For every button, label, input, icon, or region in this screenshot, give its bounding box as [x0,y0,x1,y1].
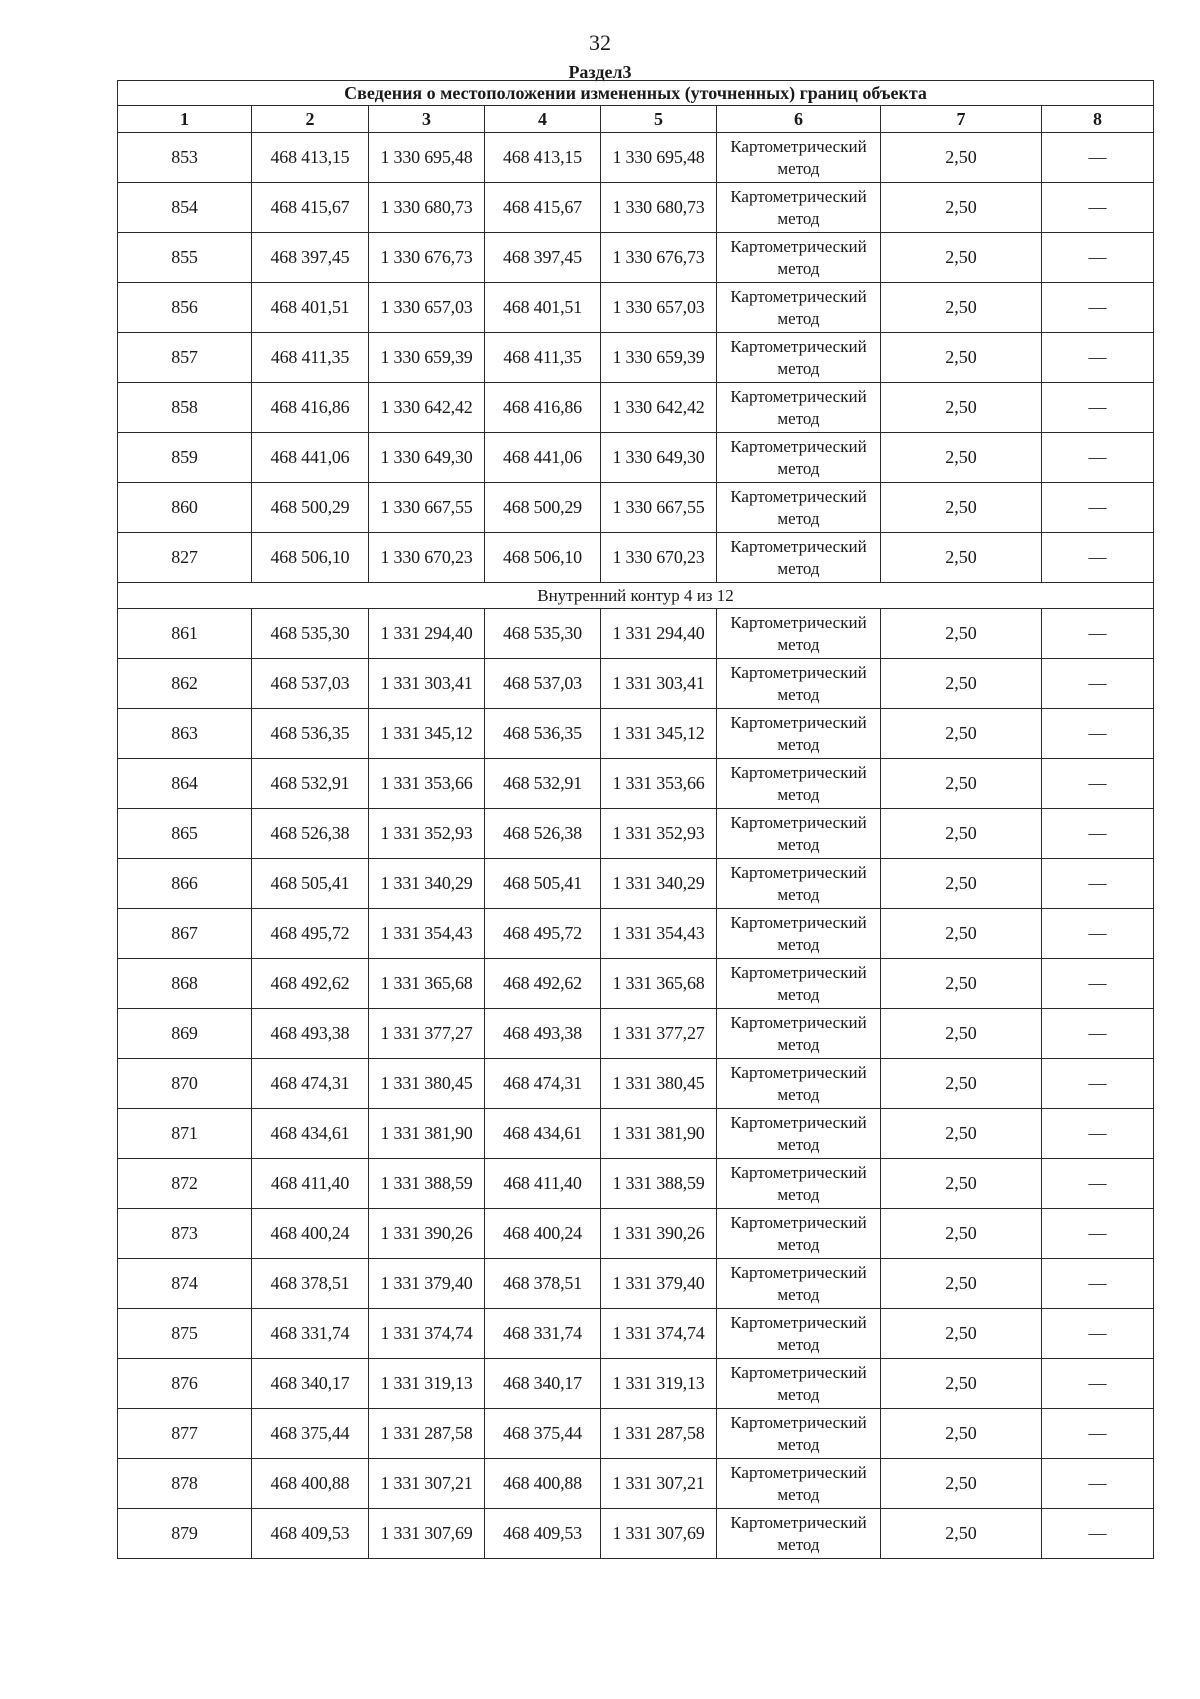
precision-cell: 2,50 [881,183,1042,233]
table-row [118,609,1154,659]
x-coordinate-cell: 468 500,29 [252,483,369,533]
dash-cell: — [1042,433,1154,483]
point-number-cell: 879 [118,1509,252,1559]
x-coordinate-cell: 468 492,62 [485,959,601,1009]
y-coordinate-cell: 1 330 657,03 [369,283,485,333]
method-cell: Картометрический метод [717,533,881,583]
x-coordinate-cell: 468 411,40 [485,1159,601,1209]
precision-cell: 2,50 [881,1459,1042,1509]
precision-cell: 2,50 [881,283,1042,333]
x-coordinate-cell: 468 397,45 [485,233,601,283]
contour-label: Внутренний контур 4 из 12 [118,583,1154,609]
x-coordinate-cell: 468 506,10 [485,533,601,583]
x-coordinate-cell: 468 400,24 [485,1209,601,1259]
y-coordinate-cell: 1 330 657,03 [601,283,717,333]
y-coordinate-cell: 1 331 380,45 [601,1059,717,1109]
y-coordinate-cell: 1 331 388,59 [369,1159,485,1209]
y-coordinate-cell: 1 330 667,55 [601,483,717,533]
dash-cell: — [1042,1009,1154,1059]
method-cell: Картометрический метод [717,659,881,709]
y-coordinate-cell: 1 331 307,69 [601,1509,717,1559]
y-coordinate-cell: 1 331 381,90 [369,1109,485,1159]
x-coordinate-cell: 468 536,35 [485,709,601,759]
x-coordinate-cell: 468 505,41 [485,859,601,909]
x-coordinate-cell: 468 537,03 [485,659,601,709]
point-number-cell: 872 [118,1159,252,1209]
y-coordinate-cell: 1 330 676,73 [601,233,717,283]
y-coordinate-cell: 1 331 345,12 [369,709,485,759]
x-coordinate-cell: 468 415,67 [252,183,369,233]
coordinates-table [117,80,1154,1559]
column-header: 5 [601,106,717,133]
table-row [118,859,1154,909]
point-number-cell: 867 [118,909,252,959]
dash-cell: — [1042,383,1154,433]
table-row [118,1159,1154,1209]
column-header: 4 [485,106,601,133]
y-coordinate-cell: 1 331 374,74 [369,1309,485,1359]
precision-cell: 2,50 [881,1309,1042,1359]
y-coordinate-cell: 1 331 354,43 [369,909,485,959]
precision-cell: 2,50 [881,809,1042,859]
method-cell: Картометрический метод [717,959,881,1009]
point-number-cell: 874 [118,1259,252,1309]
precision-cell: 2,50 [881,959,1042,1009]
y-coordinate-cell: 1 331 294,40 [369,609,485,659]
y-coordinate-cell: 1 331 319,13 [601,1359,717,1409]
y-coordinate-cell: 1 330 695,48 [601,133,717,183]
precision-cell: 2,50 [881,333,1042,383]
dash-cell: — [1042,1359,1154,1409]
dash-cell: — [1042,1109,1154,1159]
dash-cell: — [1042,333,1154,383]
y-coordinate-cell: 1 330 642,42 [601,383,717,433]
x-coordinate-cell: 468 537,03 [252,659,369,709]
x-coordinate-cell: 468 413,15 [485,133,601,183]
method-cell: Картометрический метод [717,183,881,233]
point-number-cell: 854 [118,183,252,233]
precision-cell: 2,50 [881,433,1042,483]
point-number-cell: 861 [118,609,252,659]
x-coordinate-cell: 468 409,53 [485,1509,601,1559]
x-coordinate-cell: 468 401,51 [252,283,369,333]
table-row [118,1009,1154,1059]
table-row [118,383,1154,433]
y-coordinate-cell: 1 330 649,30 [601,433,717,483]
y-coordinate-cell: 1 330 667,55 [369,483,485,533]
point-number-cell: 878 [118,1459,252,1509]
y-coordinate-cell: 1 330 659,39 [369,333,485,383]
dash-cell: — [1042,183,1154,233]
x-coordinate-cell: 468 474,31 [252,1059,369,1109]
y-coordinate-cell: 1 331 381,90 [601,1109,717,1159]
x-coordinate-cell: 468 474,31 [485,1059,601,1109]
column-header: 7 [881,106,1042,133]
y-coordinate-cell: 1 331 352,93 [601,809,717,859]
method-cell: Картометрический метод [717,759,881,809]
precision-cell: 2,50 [881,1059,1042,1109]
x-coordinate-cell: 468 331,74 [485,1309,601,1359]
point-number-cell: 862 [118,659,252,709]
table-row [118,183,1154,233]
x-coordinate-cell: 468 536,35 [252,709,369,759]
table-row [118,233,1154,283]
y-coordinate-cell: 1 331 307,21 [601,1459,717,1509]
y-coordinate-cell: 1 331 377,27 [369,1009,485,1059]
column-header-row [118,106,1154,133]
table-row [118,759,1154,809]
precision-cell: 2,50 [881,483,1042,533]
y-coordinate-cell: 1 331 380,45 [369,1059,485,1109]
table-row [118,909,1154,959]
point-number-cell: 865 [118,809,252,859]
table-row [118,433,1154,483]
point-number-cell: 871 [118,1109,252,1159]
precision-cell: 2,50 [881,759,1042,809]
table-row [118,333,1154,383]
method-cell: Картометрический метод [717,809,881,859]
x-coordinate-cell: 468 331,74 [252,1309,369,1359]
precision-cell: 2,50 [881,1259,1042,1309]
x-coordinate-cell: 468 416,86 [485,383,601,433]
x-coordinate-cell: 468 526,38 [252,809,369,859]
dash-cell: — [1042,609,1154,659]
dash-cell: — [1042,1259,1154,1309]
method-cell: Картометрический метод [717,1159,881,1209]
method-cell: Картометрический метод [717,383,881,433]
point-number-cell: 856 [118,283,252,333]
point-number-cell: 827 [118,533,252,583]
precision-cell: 2,50 [881,859,1042,909]
x-coordinate-cell: 468 505,41 [252,859,369,909]
dash-cell: — [1042,959,1154,1009]
method-cell: Картометрический метод [717,1359,881,1409]
method-cell: Картометрический метод [717,1209,881,1259]
method-cell: Картометрический метод [717,133,881,183]
x-coordinate-cell: 468 535,30 [485,609,601,659]
dash-cell: — [1042,1059,1154,1109]
dash-cell: — [1042,709,1154,759]
x-coordinate-cell: 468 493,38 [485,1009,601,1059]
y-coordinate-cell: 1 331 390,26 [369,1209,485,1259]
x-coordinate-cell: 468 441,06 [485,433,601,483]
method-cell: Картометрический метод [717,233,881,283]
y-coordinate-cell: 1 330 659,39 [601,333,717,383]
y-coordinate-cell: 1 331 294,40 [601,609,717,659]
dash-cell: — [1042,233,1154,283]
y-coordinate-cell: 1 331 353,66 [369,759,485,809]
table-row [118,1209,1154,1259]
precision-cell: 2,50 [881,1359,1042,1409]
precision-cell: 2,50 [881,909,1042,959]
x-coordinate-cell: 468 411,40 [252,1159,369,1209]
point-number-cell: 858 [118,383,252,433]
x-coordinate-cell: 468 500,29 [485,483,601,533]
table-row [118,483,1154,533]
point-number-cell: 855 [118,233,252,283]
y-coordinate-cell: 1 331 303,41 [369,659,485,709]
table-row [118,533,1154,583]
y-coordinate-cell: 1 330 649,30 [369,433,485,483]
table-row [118,1309,1154,1359]
y-coordinate-cell: 1 330 642,42 [369,383,485,433]
method-cell: Картометрический метод [717,433,881,483]
y-coordinate-cell: 1 331 388,59 [601,1159,717,1209]
point-number-cell: 853 [118,133,252,183]
x-coordinate-cell: 468 493,38 [252,1009,369,1059]
table-row [118,1409,1154,1459]
table-row [118,959,1154,1009]
precision-cell: 2,50 [881,1209,1042,1259]
precision-cell: 2,50 [881,133,1042,183]
table-row [118,659,1154,709]
x-coordinate-cell: 468 492,62 [252,959,369,1009]
point-number-cell: 863 [118,709,252,759]
table-row [118,809,1154,859]
point-number-cell: 860 [118,483,252,533]
x-coordinate-cell: 468 434,61 [485,1109,601,1159]
x-coordinate-cell: 468 434,61 [252,1109,369,1159]
table-row [118,1509,1154,1559]
column-header: 6 [717,106,881,133]
dash-cell: — [1042,483,1154,533]
table-row [118,1459,1154,1509]
y-coordinate-cell: 1 331 354,43 [601,909,717,959]
x-coordinate-cell: 468 415,67 [485,183,601,233]
point-number-cell: 876 [118,1359,252,1409]
dash-cell: — [1042,809,1154,859]
method-cell: Картометрический метод [717,1109,881,1159]
x-coordinate-cell: 468 526,38 [485,809,601,859]
dash-cell: — [1042,1509,1154,1559]
column-header: 3 [369,106,485,133]
precision-cell: 2,50 [881,659,1042,709]
table-row [118,1359,1154,1409]
dash-cell: — [1042,1159,1154,1209]
precision-cell: 2,50 [881,1009,1042,1059]
x-coordinate-cell: 468 400,24 [252,1209,369,1259]
point-number-cell: 857 [118,333,252,383]
x-coordinate-cell: 468 495,72 [485,909,601,959]
x-coordinate-cell: 468 532,91 [485,759,601,809]
x-coordinate-cell: 468 397,45 [252,233,369,283]
y-coordinate-cell: 1 331 365,68 [369,959,485,1009]
dash-cell: — [1042,283,1154,333]
x-coordinate-cell: 468 413,15 [252,133,369,183]
method-cell: Картометрический метод [717,483,881,533]
method-cell: Картометрический метод [717,1509,881,1559]
y-coordinate-cell: 1 330 676,73 [369,233,485,283]
y-coordinate-cell: 1 331 353,66 [601,759,717,809]
point-number-cell: 868 [118,959,252,1009]
dash-cell: — [1042,133,1154,183]
column-header: 2 [252,106,369,133]
point-number-cell: 859 [118,433,252,483]
y-coordinate-cell: 1 331 340,29 [601,859,717,909]
x-coordinate-cell: 468 378,51 [485,1259,601,1309]
method-cell: Картометрический метод [717,1309,881,1359]
dash-cell: — [1042,1459,1154,1509]
x-coordinate-cell: 468 532,91 [252,759,369,809]
x-coordinate-cell: 468 441,06 [252,433,369,483]
precision-cell: 2,50 [881,609,1042,659]
y-coordinate-cell: 1 331 307,21 [369,1459,485,1509]
dash-cell: — [1042,1309,1154,1359]
y-coordinate-cell: 1 331 352,93 [369,809,485,859]
y-coordinate-cell: 1 331 287,58 [601,1409,717,1459]
y-coordinate-cell: 1 331 345,12 [601,709,717,759]
table-row [118,283,1154,333]
x-coordinate-cell: 468 340,17 [485,1359,601,1409]
table-row [118,1059,1154,1109]
page-number: 32 [589,30,611,55]
y-coordinate-cell: 1 330 680,73 [601,183,717,233]
dash-cell: — [1042,759,1154,809]
precision-cell: 2,50 [881,1509,1042,1559]
method-cell: Картометрический метод [717,283,881,333]
x-coordinate-cell: 468 535,30 [252,609,369,659]
method-cell: Картометрический метод [717,1009,881,1059]
x-coordinate-cell: 468 416,86 [252,383,369,433]
x-coordinate-cell: 468 411,35 [485,333,601,383]
y-coordinate-cell: 1 331 379,40 [601,1259,717,1309]
x-coordinate-cell: 468 375,44 [252,1409,369,1459]
y-coordinate-cell: 1 330 695,48 [369,133,485,183]
column-header: 8 [1042,106,1154,133]
y-coordinate-cell: 1 331 377,27 [601,1009,717,1059]
method-cell: Картометрический метод [717,1059,881,1109]
method-cell: Картометрический метод [717,859,881,909]
y-coordinate-cell: 1 331 365,68 [601,959,717,1009]
point-number-cell: 873 [118,1209,252,1259]
dash-cell: — [1042,859,1154,909]
x-coordinate-cell: 468 378,51 [252,1259,369,1309]
point-number-cell: 869 [118,1009,252,1059]
x-coordinate-cell: 468 411,35 [252,333,369,383]
x-coordinate-cell: 468 400,88 [485,1459,601,1509]
method-cell: Картометрический метод [717,709,881,759]
dash-cell: — [1042,1209,1154,1259]
precision-cell: 2,50 [881,1159,1042,1209]
method-cell: Картометрический метод [717,909,881,959]
precision-cell: 2,50 [881,1109,1042,1159]
dash-cell: — [1042,1409,1154,1459]
point-number-cell: 875 [118,1309,252,1359]
y-coordinate-cell: 1 330 670,23 [601,533,717,583]
method-cell: Картометрический метод [717,609,881,659]
table-body [118,81,1154,1559]
method-cell: Картометрический метод [717,1259,881,1309]
y-coordinate-cell: 1 331 340,29 [369,859,485,909]
x-coordinate-cell: 468 340,17 [252,1359,369,1409]
method-cell: Картометрический метод [717,1409,881,1459]
table-caption: Сведения о местоположении измененных (уточненных) границ объекта [118,81,1154,106]
table-row [118,133,1154,183]
y-coordinate-cell: 1 331 374,74 [601,1309,717,1359]
y-coordinate-cell: 1 331 319,13 [369,1359,485,1409]
contour-row [118,583,1154,609]
method-cell: Картометрический метод [717,1459,881,1509]
point-number-cell: 877 [118,1409,252,1459]
precision-cell: 2,50 [881,533,1042,583]
point-number-cell: 866 [118,859,252,909]
table-row [118,1109,1154,1159]
y-coordinate-cell: 1 330 670,23 [369,533,485,583]
dash-cell: — [1042,659,1154,709]
x-coordinate-cell: 468 375,44 [485,1409,601,1459]
y-coordinate-cell: 1 331 379,40 [369,1259,485,1309]
table-caption-row [118,81,1154,106]
point-number-cell: 864 [118,759,252,809]
method-cell: Картометрический метод [717,333,881,383]
dash-cell: — [1042,533,1154,583]
section-title: Раздел3 [568,62,632,82]
table-row [118,709,1154,759]
y-coordinate-cell: 1 331 303,41 [601,659,717,709]
x-coordinate-cell: 468 495,72 [252,909,369,959]
x-coordinate-cell: 468 400,88 [252,1459,369,1509]
x-coordinate-cell: 468 401,51 [485,283,601,333]
y-coordinate-cell: 1 330 680,73 [369,183,485,233]
y-coordinate-cell: 1 331 307,69 [369,1509,485,1559]
dash-cell: — [1042,909,1154,959]
precision-cell: 2,50 [881,1409,1042,1459]
precision-cell: 2,50 [881,233,1042,283]
column-header: 1 [118,106,252,133]
precision-cell: 2,50 [881,383,1042,433]
table-row [118,1259,1154,1309]
x-coordinate-cell: 468 506,10 [252,533,369,583]
x-coordinate-cell: 468 409,53 [252,1509,369,1559]
y-coordinate-cell: 1 331 287,58 [369,1409,485,1459]
point-number-cell: 870 [118,1059,252,1109]
y-coordinate-cell: 1 331 390,26 [601,1209,717,1259]
precision-cell: 2,50 [881,709,1042,759]
